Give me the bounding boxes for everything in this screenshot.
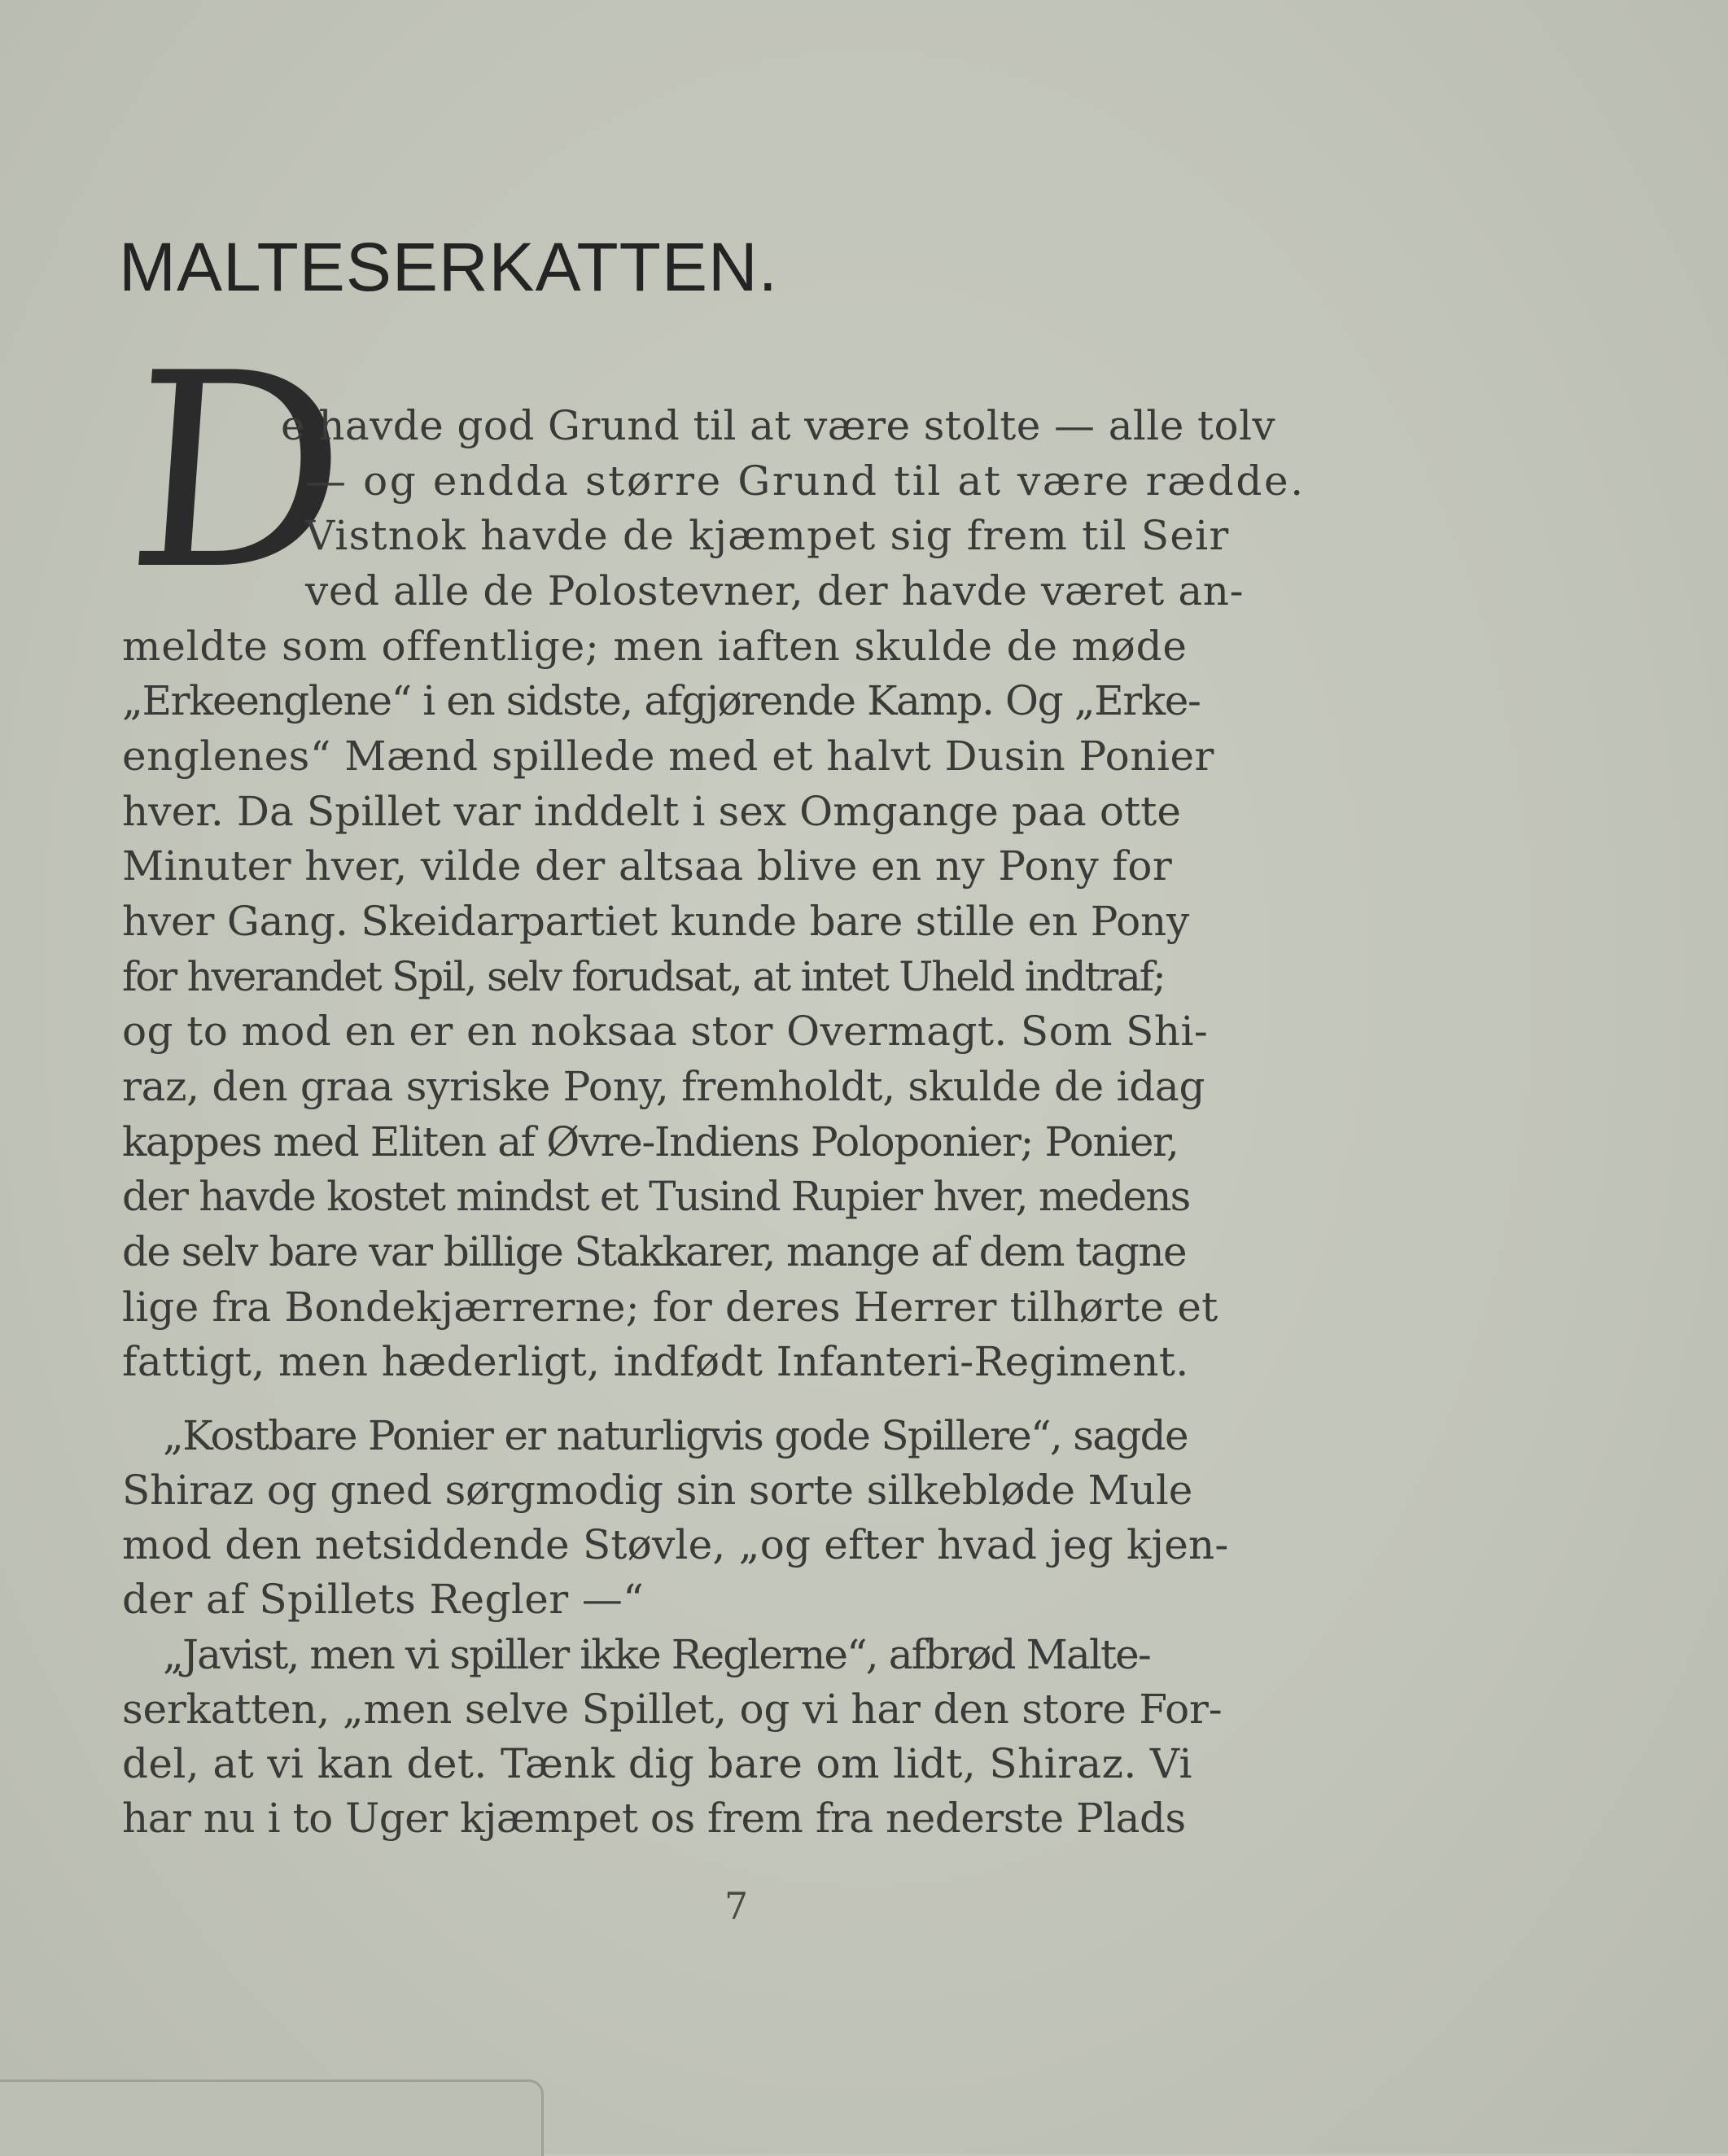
text-line: meldte som offentlige; men iaften skulde de møde — [122, 623, 1188, 670]
page-tab-edge — [0, 2079, 544, 2156]
text-line: del, at vi kan det. Tænk dig bare om lidt, Shiraz. Vi — [122, 1740, 1192, 1787]
text-line: og to mod en er en noksaa stor Overmagt. Som Shi- — [122, 1008, 1209, 1055]
text-line: englenes“ Mænd spillede med et halvt Dusin Ponier — [122, 733, 1214, 780]
text-line: kappes med Eliten af Øvre-Indiens Poloponier; Ponier, — [122, 1118, 1179, 1165]
text-line: — og endda større Grund til at være rædde. — [305, 457, 1306, 505]
text-line: raz, den graa syriske Pony, fremholdt, skulde de idag — [122, 1063, 1205, 1110]
text-line: mod den netsiddende Støvle, „og efter hvad jeg kjen- — [122, 1521, 1229, 1568]
text-line: „Erkeenglene“ i en sidste, afgjørende Kamp. Og „Erke- — [122, 677, 1201, 724]
text-line: der havde kostet mindst et Tusind Rupier hver, medens — [122, 1173, 1190, 1220]
text-line: e havde god Grund til at være stolte — alle tolv — [281, 402, 1276, 449]
text-line: ved alle de Polostevner, der havde været an- — [305, 567, 1245, 614]
text-line: der af Spillets Regler —“ — [122, 1576, 645, 1623]
page-number: 7 — [724, 1884, 749, 1928]
drop-cap: D — [119, 316, 357, 628]
text-line: fattigt, men hæderligt, indfødt Infanteri-Regiment. — [122, 1338, 1189, 1385]
chapter-title: MALTESERKATTEN. — [119, 229, 779, 305]
text-line: Shiraz og gned sørgmodig sin sorte silkebløde Mule — [122, 1467, 1193, 1514]
text-line: hver Gang. Skeidarpartiet kunde bare stille en Pony — [122, 898, 1190, 945]
text-line: „Javist, men vi spiller ikke Reglerne“, afbrød Malte- — [163, 1631, 1150, 1678]
text-line: for hverandet Spil, selv forudsat, at intet Uheld indtraf; — [122, 953, 1165, 1000]
text-line: har nu i to Uger kjæmpet os frem fra nederste Plads — [122, 1795, 1186, 1842]
text-line: Vistnok havde de kjæmpet sig frem til Seir — [305, 512, 1230, 559]
text-line: hver. Da Spillet var inddelt i sex Omgange paa otte — [122, 788, 1182, 835]
text-line: „Kostbare Ponier er naturligvis gode Spillere“, sagde — [163, 1412, 1188, 1459]
text-line: lige fra Bondekjærrerne; for deres Herrer tilhørte et — [122, 1284, 1218, 1331]
text-line: de selv bare var billige Stakkarer, mange af dem tagne — [122, 1228, 1186, 1275]
text-line: Minuter hver, vilde der altsaa blive en ny Pony for — [122, 842, 1173, 890]
text-line: serkatten, „men selve Spillet, og vi har den store For- — [122, 1686, 1223, 1733]
